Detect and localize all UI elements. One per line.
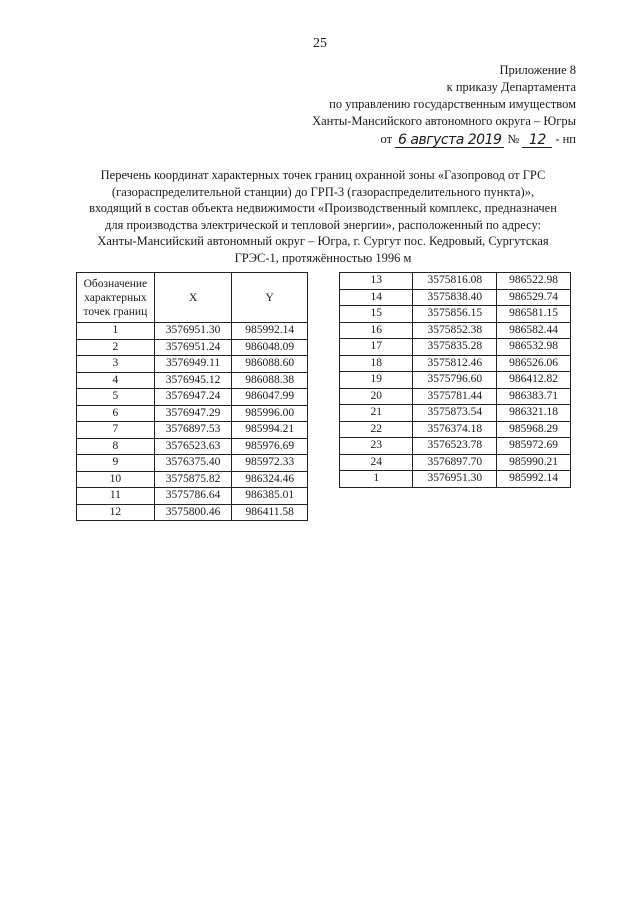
x-coordinate-cell: 3576897.70	[413, 454, 497, 471]
y-coordinate-cell: 985996.00	[232, 405, 308, 422]
table-row	[77, 422, 308, 439]
y-coordinate-cell: 986411.58	[232, 504, 308, 521]
y-coordinate-cell: 986412.82	[497, 372, 571, 389]
point-number-cell: 5	[77, 389, 155, 406]
x-coordinate-cell: 3575835.28	[413, 339, 497, 356]
table-row	[77, 471, 308, 488]
y-coordinate-cell: 986383.71	[497, 388, 571, 405]
table-row	[77, 438, 308, 455]
x-coordinate-cell: 3576947.24	[154, 389, 232, 406]
table-row	[340, 306, 571, 323]
table-row	[340, 372, 571, 389]
point-number-cell: 17	[340, 339, 413, 356]
x-coordinate-cell: 3576523.63	[154, 438, 232, 455]
point-number-cell: 4	[77, 372, 155, 389]
x-coordinate-cell: 3576375.40	[154, 455, 232, 472]
table-row	[77, 405, 308, 422]
table-row	[340, 289, 571, 306]
x-coordinate-cell: 3576951.24	[154, 339, 232, 356]
y-coordinate-cell: 986088.38	[232, 372, 308, 389]
table-row	[77, 488, 308, 505]
table-row	[77, 356, 308, 373]
title-line-2: (газораспределительной станции) до ГРП-3 (газораспределительного пункта)»,	[111, 184, 535, 199]
order-number-label: №	[507, 132, 520, 146]
coordinates-table-left	[76, 272, 308, 521]
point-number-cell: 11	[77, 488, 155, 505]
y-coordinate-cell: 986048.09	[232, 339, 308, 356]
x-coordinate-cell: 3575816.08	[413, 273, 497, 290]
point-number-cell: 13	[340, 273, 413, 290]
x-coordinate-cell: 3575873.54	[413, 405, 497, 422]
table-header-row	[77, 273, 308, 323]
point-number-cell: 7	[77, 422, 155, 439]
point-number-cell: 19	[340, 372, 413, 389]
point-number-cell: 15	[340, 306, 413, 323]
y-coordinate-cell: 986529.74	[497, 289, 571, 306]
header-x: X	[154, 273, 232, 323]
header-point-designation: Обозначение характерных точек границ	[77, 273, 155, 323]
table-row	[340, 454, 571, 471]
point-number-cell: 14	[340, 289, 413, 306]
table-row	[340, 405, 571, 422]
table-row	[340, 438, 571, 455]
y-coordinate-cell: 986321.18	[497, 405, 571, 422]
point-number-cell: 8	[77, 438, 155, 455]
point-number-cell: 18	[340, 355, 413, 372]
title-line-4: для производства электрической и тепловой энергии», расположенный по адресу:	[104, 217, 542, 232]
x-coordinate-cell: 3576374.18	[413, 421, 497, 438]
y-coordinate-cell: 985976.69	[232, 438, 308, 455]
x-coordinate-cell: 3575781.44	[413, 388, 497, 405]
table-row	[340, 421, 571, 438]
point-number-cell: 22	[340, 421, 413, 438]
appendix-line-2: к приказу Департамента	[446, 80, 576, 94]
point-number-cell: 24	[340, 454, 413, 471]
appendix-line-1: Приложение 8	[499, 63, 576, 77]
y-coordinate-cell: 985972.69	[497, 438, 571, 455]
x-coordinate-cell: 3575786.64	[154, 488, 232, 505]
order-prefix: от	[380, 132, 393, 146]
y-coordinate-cell: 986582.44	[497, 322, 571, 339]
page-number: 25	[313, 36, 327, 51]
x-coordinate-cell: 3575796.60	[413, 372, 497, 389]
x-coordinate-cell: 3575852.38	[413, 322, 497, 339]
y-coordinate-cell: 986532.98	[497, 339, 571, 356]
y-coordinate-cell: 986324.46	[232, 471, 308, 488]
point-number-cell: 20	[340, 388, 413, 405]
order-reference	[216, 131, 576, 148]
y-coordinate-cell: 986526.06	[497, 355, 571, 372]
y-coordinate-cell: 986581.15	[497, 306, 571, 323]
order-suffix: - нп	[555, 132, 576, 146]
point-number-cell: 23	[340, 438, 413, 455]
coordinates-table-right	[339, 272, 571, 488]
x-coordinate-cell: 3576951.30	[413, 471, 497, 488]
table-row	[77, 372, 308, 389]
x-coordinate-cell: 3576951.30	[154, 323, 232, 340]
x-coordinate-cell: 3575856.15	[413, 306, 497, 323]
table-row	[77, 339, 308, 356]
order-date-handwritten: 6 августа 2019	[395, 133, 504, 148]
point-number-cell: 16	[340, 322, 413, 339]
table-row	[77, 455, 308, 472]
table-row	[340, 322, 571, 339]
document-title	[78, 167, 568, 266]
y-coordinate-cell: 985968.29	[497, 421, 571, 438]
x-coordinate-cell: 3576947.29	[154, 405, 232, 422]
y-coordinate-cell: 986088.60	[232, 356, 308, 373]
table-row	[340, 471, 571, 488]
y-coordinate-cell: 986047.99	[232, 389, 308, 406]
y-coordinate-cell: 985994.21	[232, 422, 308, 439]
y-coordinate-cell: 985990.21	[497, 454, 571, 471]
point-number-cell: 21	[340, 405, 413, 422]
appendix-line-3: по управлению государственным имуществом	[329, 97, 576, 111]
y-coordinate-cell: 985992.14	[232, 323, 308, 340]
x-coordinate-cell: 3575812.46	[413, 355, 497, 372]
table-row	[340, 355, 571, 372]
point-number-cell: 6	[77, 405, 155, 422]
y-coordinate-cell: 986522.98	[497, 273, 571, 290]
y-coordinate-cell: 985992.14	[497, 471, 571, 488]
title-line-5: Ханты-Мансийский автономный округ – Югра, г. Сургут пос. Кедровый, Сургутская	[97, 234, 549, 248]
order-number-handwritten: 12	[522, 133, 552, 148]
x-coordinate-cell: 3576897.53	[154, 422, 232, 439]
y-coordinate-cell: 985972.33	[232, 455, 308, 472]
point-number-cell: 10	[77, 471, 155, 488]
point-number-cell: 2	[77, 339, 155, 356]
x-coordinate-cell: 3575800.46	[154, 504, 232, 521]
x-coordinate-cell: 3576949.11	[154, 356, 232, 373]
table-row	[77, 504, 308, 521]
title-line-3: входящий в состав объекта недвижимости «Производственный комплекс, предназначен	[89, 201, 557, 215]
table-row	[340, 388, 571, 405]
header-y: Y	[232, 273, 308, 323]
point-number-cell: 1	[77, 323, 155, 340]
x-coordinate-cell: 3576945.12	[154, 372, 232, 389]
x-coordinate-cell: 3575875.82	[154, 471, 232, 488]
x-coordinate-cell: 3575838.40	[413, 289, 497, 306]
table-row	[340, 273, 571, 290]
point-number-cell: 3	[77, 356, 155, 373]
point-number-cell: 12	[77, 504, 155, 521]
appendix-header	[216, 62, 576, 148]
y-coordinate-cell: 986385.01	[232, 488, 308, 505]
x-coordinate-cell: 3576523.78	[413, 438, 497, 455]
table-row	[77, 389, 308, 406]
table-row	[77, 323, 308, 340]
title-line-6: ГРЭС-1, протяжённостью 1996 м	[234, 250, 412, 265]
point-number-cell: 1	[340, 471, 413, 488]
table-row	[340, 339, 571, 356]
point-number-cell: 9	[77, 455, 155, 472]
appendix-line-4: Ханты-Мансийского автономного округа – Югры	[312, 114, 576, 128]
title-line-1: Перечень координат характерных точек границ охранной зоны «Газопровод от ГРС	[100, 168, 546, 182]
